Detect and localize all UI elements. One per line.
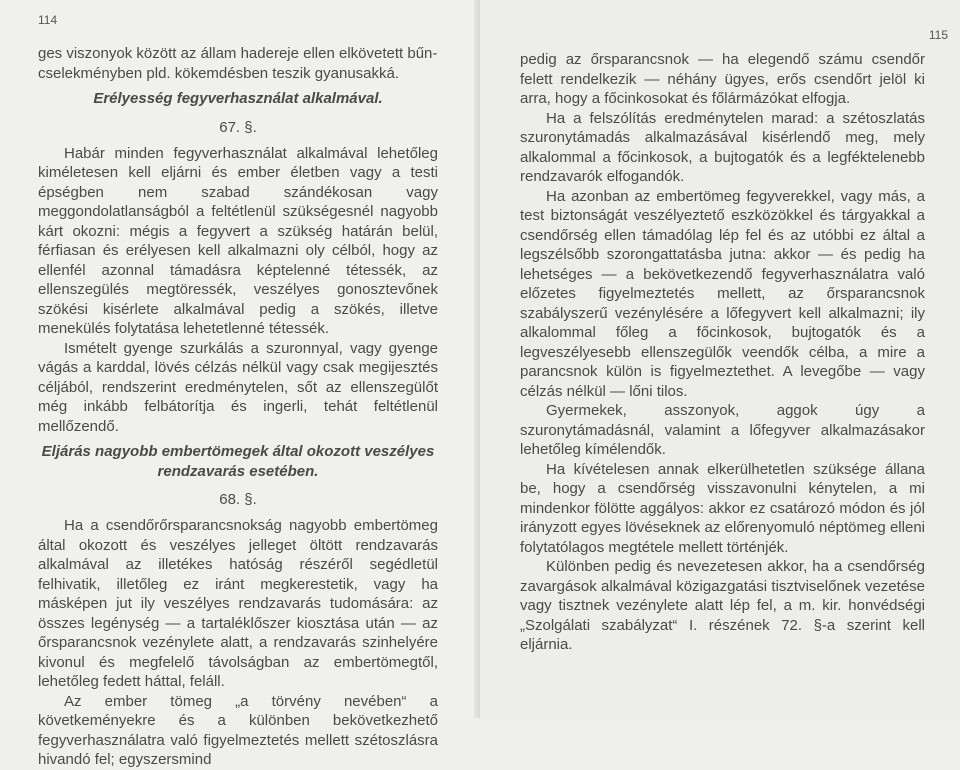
paragraph: Ha a felszólítás eredménytelen marad: a szétoszlatás szuronytámadás alkalmazásával kisérlendő meg, mely alkalommal a főcinkosok, a bujtogatók és a legféktelenebb rendzavarók elfogandók.	[520, 109, 925, 185]
paragraph: pedig az őrsparancsnok — ha elegendő számu csendőr felett rendelkezik — néhány ügyes, erős csendőrt jelöl ki arra, hogy a főcinkosokat és főlármázókat elfogja.	[520, 51, 925, 107]
paragraph: Ha azonban az embertömeg fegyverekkel, vagy más, a test biztonságát veszélyeztető eszközökkel és tárgyakkal a csendőrség ellen támadólag lép fel és az utóbbi ez által a legszélsőbb szorongattatásba jutna: akkor — és pedig ha lehetséges — a bekövetkezendő fegyverhasználatra való előzetes figyelmeztetés mellett, az őrsparancsnok szabályszerű vezénylésére a lőfegyvert kell alkalmazni; ily alkalommal főleg a főcinkosok, bujtogatók és a legveszélyesebb ellenszegülők veendők célba, a mire a parancsnok külön is figyelmeztethet. A levegőbe — vagy célzás nélkül — lőni tilos.	[520, 187, 925, 400]
paragraph: Különben pedig és nevezetesen akkor, ha a csendőrség zavargások alkalmával közigazgatási tisztviselőnek vezetése vagy tisztnek vezénylete alatt lép fel, a m. kir. honvédségi „Szolgálati szabályzat“ I. részének 72. §-a szerint kell eljárnia.	[520, 558, 925, 653]
intro-line: cselekményben pld. kökemdésben teszik gyanusakká.	[38, 64, 400, 82]
section-number: 68. §.	[219, 491, 257, 508]
left-page	[0, 0, 480, 768]
right-page-text	[520, 50, 925, 655]
intro-line: ges viszonyok között az állam hadereje ellen elkövetett bűn-	[38, 45, 438, 62]
page-number: 115	[928, 28, 948, 42]
left-page-text	[38, 44, 438, 770]
paragraph: Gyermekek, asszonyok, aggok úgy a szuronytámadásnál, valamint a lőfegyver alkalmazásakor lehetőleg kímélendők.	[520, 402, 925, 458]
section-number: 67. §.	[219, 118, 257, 136]
section-heading: Erélyesség fegyverhasználat alkalmával.	[93, 90, 383, 107]
page-number: 114	[38, 13, 58, 27]
paragraph: Az ember tömeg „a törvény nevében“ a követkeményekre és a különben bekövetkezhető fegyverhasználatra való figyelmeztetés mellett szétoszlásra hivandó fel; egyszersmind	[38, 692, 438, 768]
paragraph: Ha kívételesen annak elkerülhetetlen szüksége állana be, hogy a csendőrség visszavonulni kénytelen, a mi mindenkor fölötte aggályos: akkor ez csatározó módon és jól irányzott egyes lövéseknek az előrenyomuló néptömeg elleni folytatólagos megtétele mellett történjék.	[520, 460, 925, 556]
section-heading: Eljárás nagyobb embertömegek által okozott veszélyes rendzavarás esetében.	[41, 443, 435, 480]
paragraph: Ha a csendőrőrsparancsnokság nagyobb embertömeg által okozott és veszélyes jelleget öltött rendzavarás alkalmával az illetékes hatóság részéről segédletül felhivatik, illetőleg ez iránt megkerestetik, vagy ha másképen jut ily veszélyes rendzavarás tudomására: az összes legénység — a tartaléklőszer kiosztása után — az őrsparancsnok vezénylete alatt, a rendzavarás szinhelyére kivonul és megfelelő távolságban az embertömegtől, lehetőleg fedett háttal, feláll.	[38, 517, 438, 690]
paragraph: Ismételt gyenge szurkálás a szuronnyal, vagy gyenge vágás a karddal, lövés célzás nélkül vagy csak megijesztés céljából, rendszerint eredménytelen, sőt az ellenszegülőt még inkább felbátorítja és ingerli, tehát feltétlenül mellőzendő.	[38, 339, 438, 435]
paragraph: Habár minden fegyverhasználat alkalmával lehetőleg kiméletesen kell eljárni és ember életben vagy a testi épségben nem szabad szándékosan vagy meggondolatlanságból a feltétlenül szükségesnél nagyobb kárt okozni: mégis a fegyvert a szükség határán belül, férfiasan és erélyesen kell alkalmazni oly célból, hogy az ellenfél azonnal támadásra képtelenné tétessék, az ellenszegülés megtöressék, veszélyes gonosztevőnek szökési kisérlete alkalmával pedig a szökés, illetve menekülés folytatása lehetetlenné tétessék.	[38, 144, 438, 337]
